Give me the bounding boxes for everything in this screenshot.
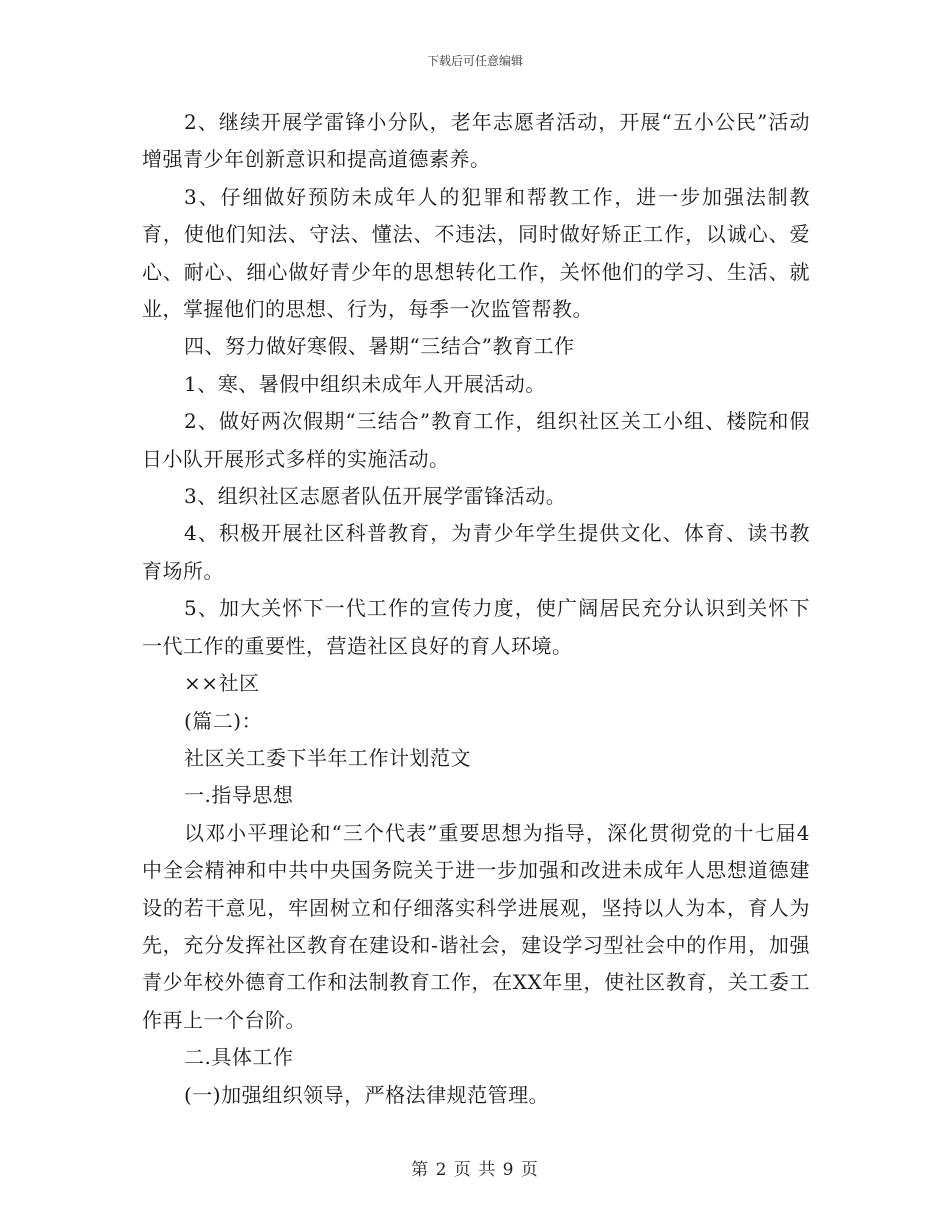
paragraph: 2、继续开展学雷锋小分队，老年志愿者活动，开展“五小公民”活动增强青少年创新意识和提高道德素养。 (142, 110, 810, 172)
paragraph: 2、做好两次假期“三结合”教育工作，组织社区关工小组、楼院和假日小队开展形式多样的实施活动。 (142, 409, 810, 471)
paragraph: 5、加大关怀下一代工作的宣传力度，使广阔居民充分认识到关怀下一代工作的重要性，营造社区良好的育人环境。 (142, 596, 810, 658)
header-note: 下载后可任意编辑 (426, 54, 523, 68)
document-body (142, 104, 810, 1114)
paragraph: 以邓小平理论和“三个代表”重要思想为指导，深化贯彻党的十七届4中全会精神和中共中央国务院关于进一步加强和改进未成年人思想道德建设的若干意见，牢固树立和仔细落实科学进展观，坚持以人为本，育人为先，充分发挥社区教育在建设和-谐社会，建设学习型社会中的作用，加强青少年校外德育工作和法制教育工作，在XX年里，使社区教育，关工委工作再上一个台阶。 (142, 820, 810, 1032)
page-number: 第 2 页 共 9 页 (411, 1160, 539, 1180)
section-heading: 四、努力做好寒假、暑期“三结合”教育工作 (184, 334, 575, 359)
signature-line: ××社区 (184, 671, 260, 696)
paragraph: 3、组织社区志愿者队伍开展学雷锋活动。 (184, 484, 567, 509)
subsection-heading: (一)加强组织领导，严格法律规范管理。 (184, 1082, 550, 1107)
section-heading: 一.指导思想 (184, 783, 294, 808)
paragraph: 3、仔细做好预防未成年人的犯罪和帮教工作，进一步加强法制教育，使他们知法、守法、懂法、不违法，同时做好矫正工作，以诚心、爱心、耐心、细心做好青少年的思想转化工作，关怀他们的学习、生活、就业，掌握他们的思想、行为，每季一次监管帮教。 (142, 184, 810, 322)
paragraph: 1、寒、暑假中组织未成年人开展活动。 (184, 371, 546, 396)
paragraph: 4、积极开展社区科普教育，为青少年学生提供文化、体育、读书教育场所。 (142, 521, 810, 583)
document-title: 社区关工委下半年工作计划范文 (184, 745, 471, 770)
part-label: (篇二)： (184, 708, 263, 733)
section-heading: 二.具体工作 (184, 1045, 294, 1070)
